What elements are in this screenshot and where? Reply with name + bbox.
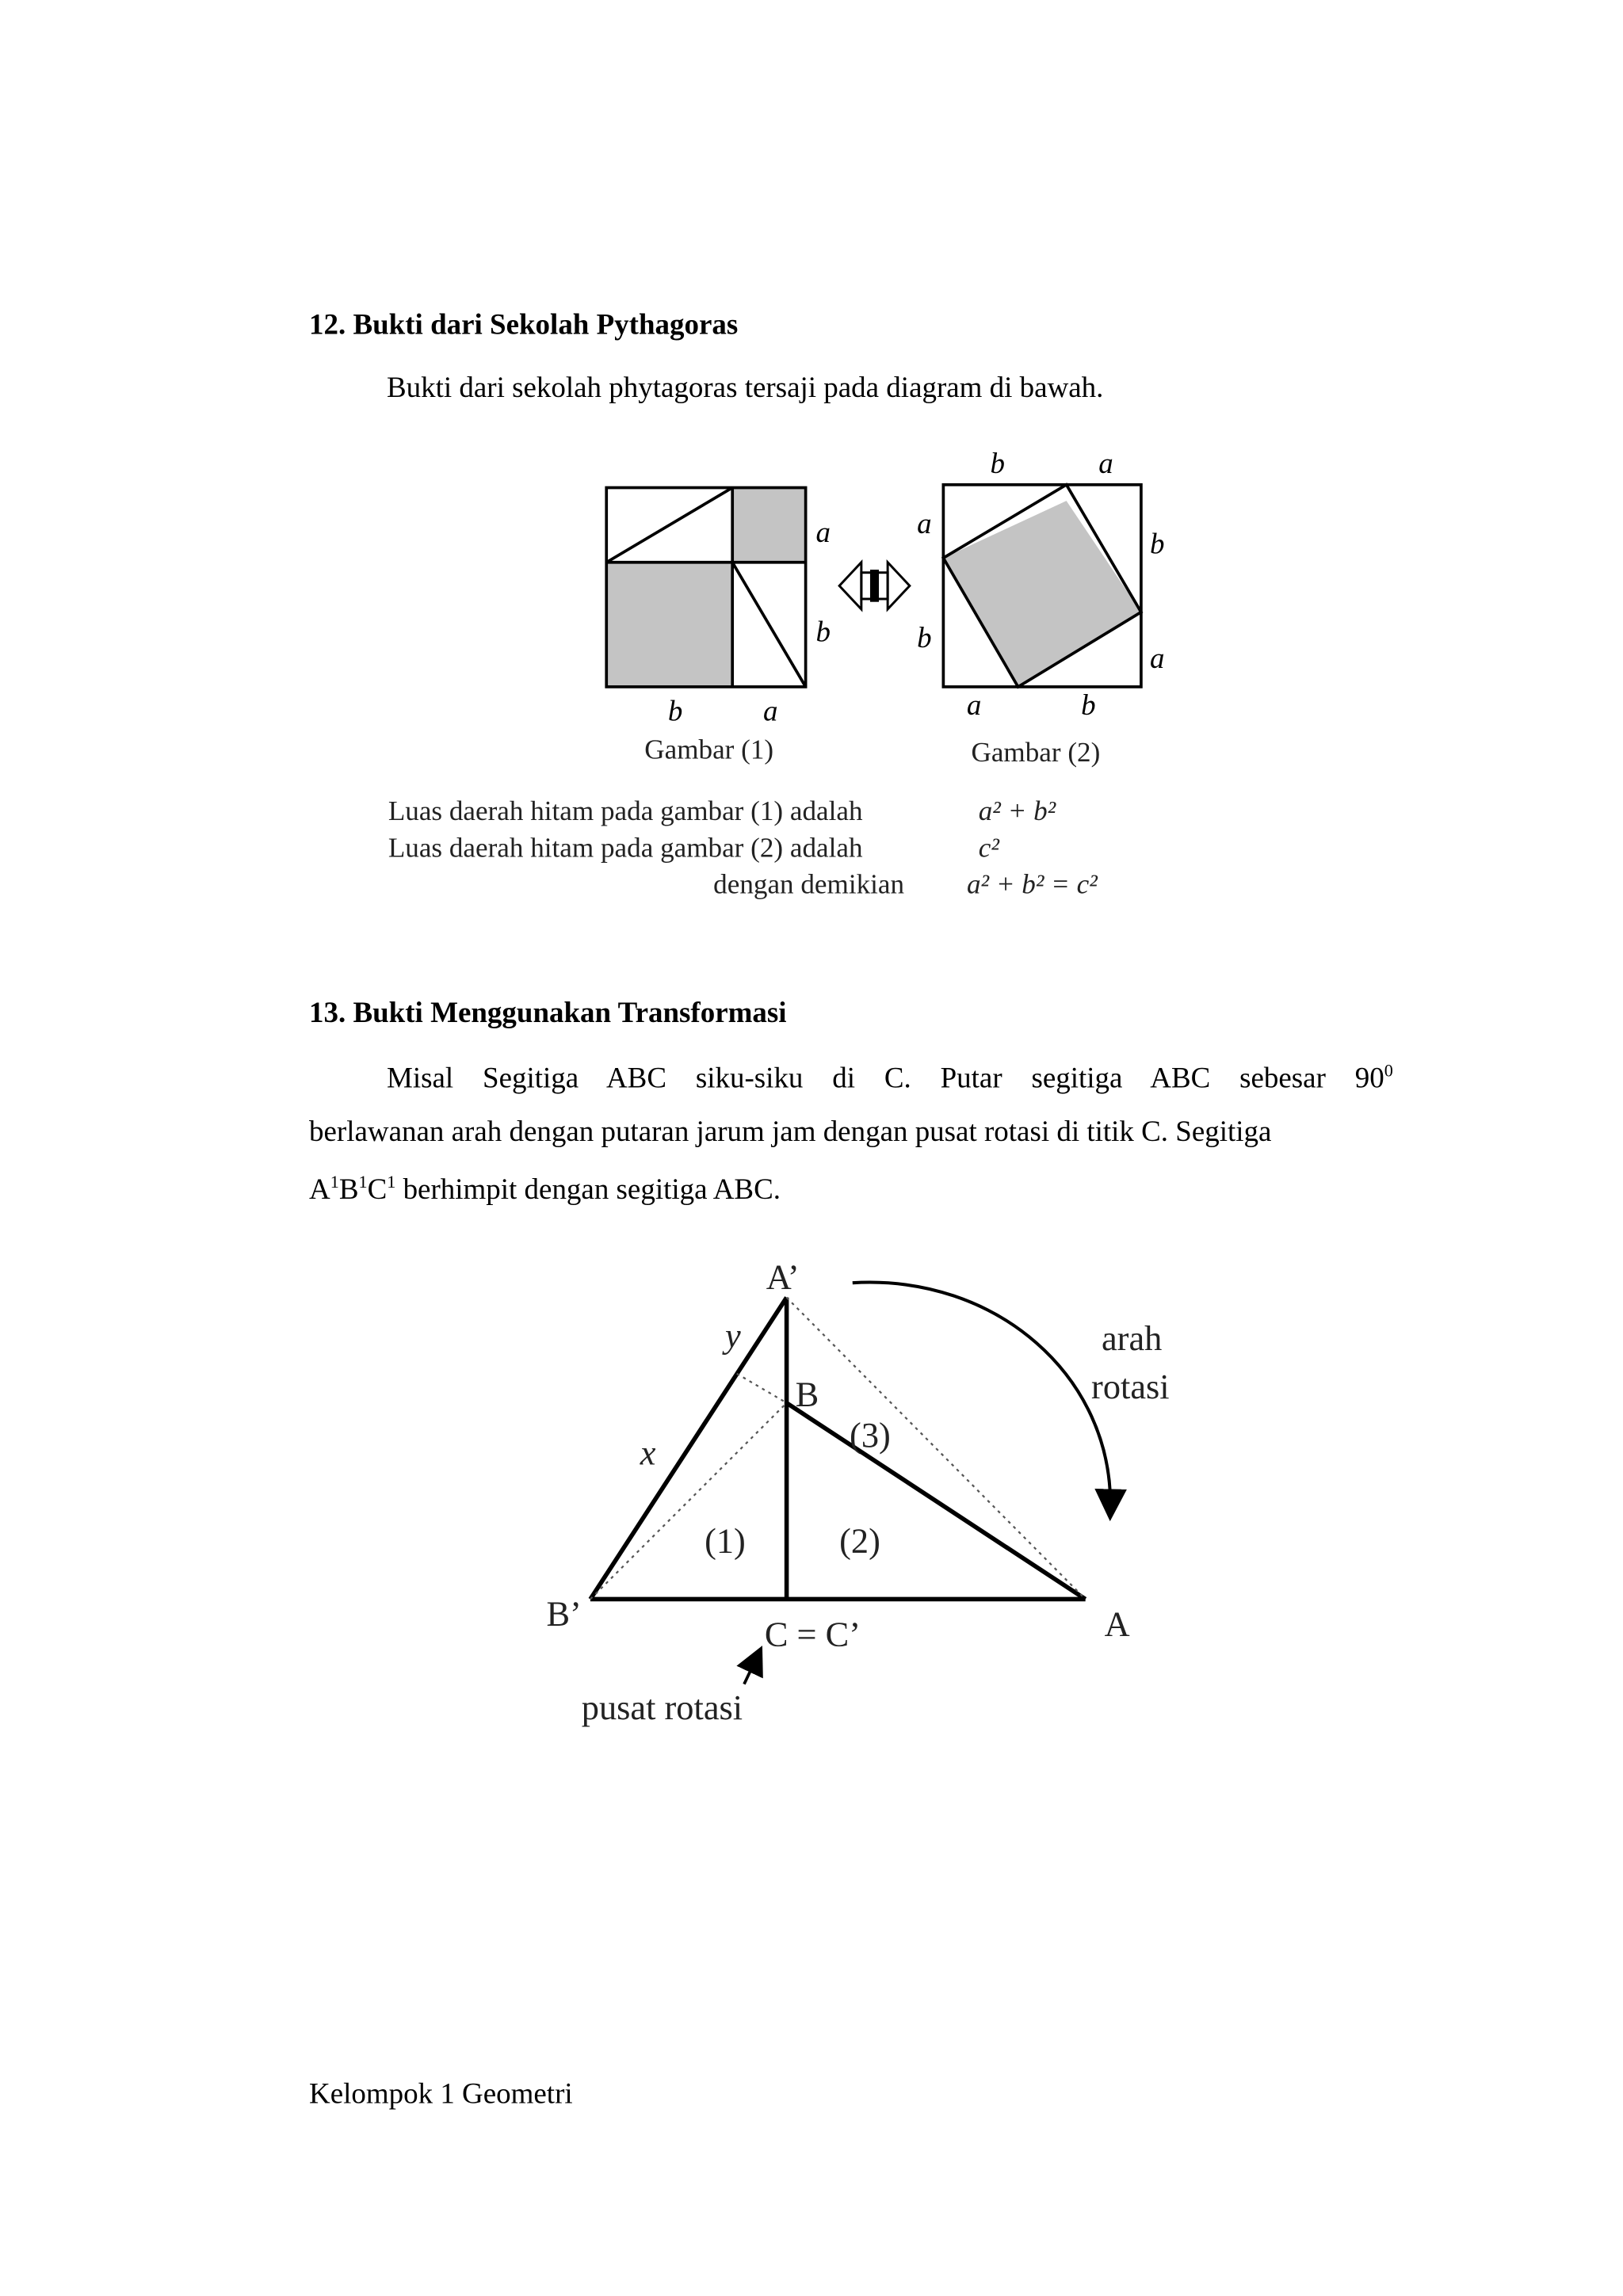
label-b: b <box>815 615 831 648</box>
pusat-rotasi-label: pusat rotasi <box>581 1688 743 1728</box>
region-3: (3) <box>850 1415 891 1455</box>
label-a-prime: A’ <box>766 1257 800 1297</box>
label-a: A <box>1104 1604 1130 1644</box>
rotation-triangle-figure <box>527 1245 1216 1750</box>
label-b: b <box>667 694 683 727</box>
section-13-line-3: $A^1B^1C^1$ berhimpit dengan segitiga ABC. <box>309 1171 781 1207</box>
footer-text: Kelompok 1 Geometri <box>309 2077 573 2111</box>
area-line-3: dengan demikian a² + b² = c² <box>713 869 1098 901</box>
label-a: a <box>815 515 831 548</box>
section-12-heading: 12. Bukti dari Sekolah Pythagoras <box>309 309 739 341</box>
section-13-line-2: berlawanan arah dengan putaran jarum jam dengan pusat rotasi di titik C. Segitiga <box>309 1116 1272 1149</box>
label-c: C = C’ <box>764 1614 861 1654</box>
region-2: (2) <box>839 1520 880 1561</box>
section-13-line-1: Misal Segitiga ABC siku-siku di C. Putar segitiga ABC sebesar $90^0$ <box>386 1060 1393 1095</box>
section-13-heading: 13. Bukti Menggunakan Transformasi <box>309 997 787 1030</box>
side-b-a <box>787 1403 1086 1600</box>
tilted-square-c <box>943 501 1141 687</box>
area-line-2: Luas daerah hitam pada gambar (2) adalah c² <box>388 833 999 864</box>
side-b-prime-a-prime <box>590 1298 787 1600</box>
large-square-b <box>606 563 732 687</box>
label-a: a <box>966 688 982 722</box>
label-b: B <box>795 1374 819 1414</box>
label-a: a <box>1149 641 1165 674</box>
label-a: a <box>763 694 778 727</box>
rotation-arrow-icon <box>853 1283 1110 1508</box>
label-x: x <box>640 1432 656 1473</box>
label-a: a <box>917 506 932 540</box>
pythagoras-squares-figure <box>586 440 1171 784</box>
small-square-a <box>732 488 805 563</box>
equivalence-arrow-icon <box>839 563 910 609</box>
label-b: b <box>1149 527 1165 560</box>
pointer-arrow-icon <box>744 1657 758 1684</box>
caption-gambar-2: Gambar (2) <box>971 737 1101 769</box>
label-y: y <box>724 1315 741 1356</box>
section-12-intro: Bukti dari sekolah phytagoras tersaji pada diagram di bawah. <box>386 372 1104 405</box>
label-b: b <box>1081 688 1096 722</box>
label-b: b <box>990 447 1006 480</box>
label-b-prime: B’ <box>546 1593 582 1634</box>
region-1: (1) <box>705 1520 746 1561</box>
label-b: b <box>917 620 932 654</box>
area-line-1: Luas daerah hitam pada gambar (1) adalah a² + b² <box>388 796 1056 828</box>
caption-gambar-1: Gambar (1) <box>644 734 774 765</box>
label-a: a <box>1098 447 1113 480</box>
rotasi-label: rotasi <box>1091 1367 1170 1407</box>
arah-label: arah <box>1101 1318 1163 1359</box>
